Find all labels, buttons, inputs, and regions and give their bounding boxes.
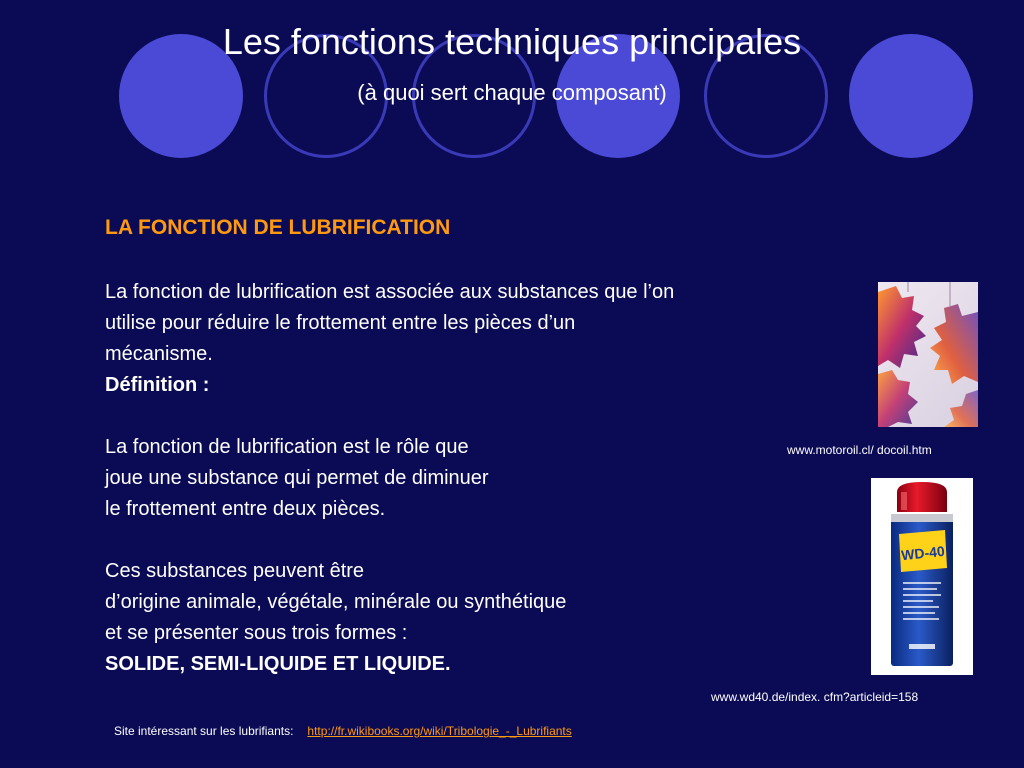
paragraph-3-line-2: d’origine animale, végétale, minérale ou synthétique	[105, 591, 567, 613]
gears-image	[878, 282, 978, 427]
paragraph-1-line-1: La fonction de lubrification est associée aux substances que l’on	[105, 281, 675, 303]
can-label: WD-40	[900, 542, 946, 564]
spacer	[105, 525, 845, 556]
paragraph-1-line-3: mécanisme.	[105, 343, 213, 365]
spacer	[105, 401, 845, 432]
body-text	[105, 277, 845, 680]
paragraph-3-line-1: Ces substances peuvent être	[105, 560, 365, 582]
section-heading: LA FONCTION DE LUBRIFICATION	[105, 216, 451, 239]
paragraph-3-line-3: et se présenter sous trois formes :	[105, 622, 408, 644]
paragraph-2-line-1: La fonction de lubrification est le rôle que	[105, 436, 469, 458]
gears-image-caption: www.motoroil.cl/ docoil.htm	[787, 443, 932, 457]
wd40-image-caption: www.wd40.de/index. cfm?articleid=158	[711, 690, 919, 704]
paragraph-1-line-2: utilise pour réduire le frottement entre les pièces d’un	[105, 312, 576, 334]
spray-can-icon	[871, 478, 973, 675]
gears-icon	[878, 282, 978, 427]
paragraph-2-line-3: le frottement entre deux pièces.	[105, 498, 386, 520]
forms-statement: SOLIDE, SEMI-LIQUIDE ET LIQUIDE.	[105, 653, 451, 675]
wd40-can-image	[871, 478, 973, 675]
paragraph-2-line-2: joue une substance qui permet de diminuer	[105, 467, 489, 489]
slide-subtitle: (à quoi sert chaque composant)	[357, 80, 667, 105]
definition-label: Définition :	[105, 374, 210, 396]
footer-label: Site intéressant sur les lubrifiants:	[114, 724, 294, 738]
footer	[114, 723, 572, 739]
slide-title: Les fonctions techniques principales	[222, 21, 802, 62]
wikibooks-link[interactable]: http://fr.wikibooks.org/wiki/Tribologie_-_Lubrifiants	[307, 724, 572, 738]
